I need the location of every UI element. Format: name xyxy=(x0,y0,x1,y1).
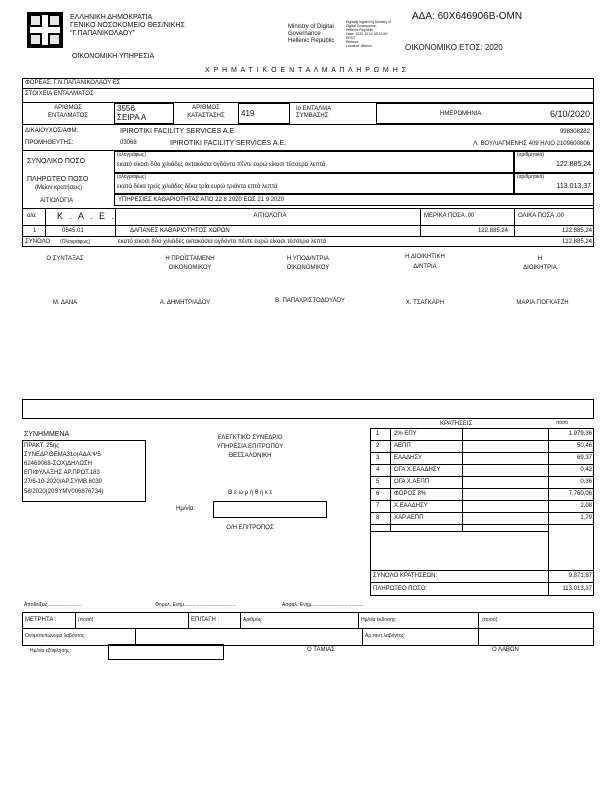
issue-date-label: Ημ/νία έκδοσης: xyxy=(361,617,397,623)
deductions-total-label: ΣΥΝΟΛΟ ΚΡΑΤΗΣΕΩΝ: xyxy=(373,573,438,579)
deduction-row-divider xyxy=(370,476,594,477)
symvasis-label: ΣΥΜΒΑΣΗΣ xyxy=(296,113,329,119)
signature-role: Ο ΣΥΝΤΑΞΑΣ xyxy=(46,256,84,262)
cheque-label: ΕΠΙΤΑΓΗ : xyxy=(191,617,220,623)
symvasis-label: Ιο ΕΝΤΑΛΜΑ xyxy=(296,106,332,112)
sum-label: ΣΥΝΟΛΟ xyxy=(25,239,51,245)
table-header: ΑΙΤΙΟΛΟΓΙΑ xyxy=(253,213,287,219)
signature-line: Ministry of Digital xyxy=(288,24,334,30)
reason-value: ΥΠΗΡΕΣΙΕΣ ΚΑΘΑΡΙΟΤΗΤΑΣ ΑΠΟ 22 8 2020 ΕΩΣ 21 9 2020 xyxy=(118,197,285,203)
reason-label: ΑΙΤΙΟΛΟΓΙΑ xyxy=(40,198,74,204)
beneficiary-value: IPIROTIKI FACILITY SERVICES A.E. xyxy=(120,128,237,135)
signature-small: Location: Athens xyxy=(346,44,372,48)
table-header: ΜΕΡΙΚΑ ΠΟΣΑ .00 xyxy=(424,213,475,219)
table-cell: ΔΑΠΑΝΕΣ ΚΑΘΑΡΙΟΤΗΤΟΣ ΧΩΡΩΝ xyxy=(130,228,230,234)
total-words-tag: (ολογράφως) xyxy=(117,152,147,158)
signature-line: Governance xyxy=(288,31,321,37)
receipt-line: Φορολ. Ενημ..................................... xyxy=(155,602,236,608)
payable-numbers-tag: (αριθμητικά) xyxy=(517,174,545,180)
attachment-line: ΕΠΙΦΥΛΑΞΗΣ ΑΡ.ΠΡΩΤ.183 xyxy=(24,470,100,476)
signatory-name: Χ. ΤΣΑΓΚΑΡΗ xyxy=(405,300,445,306)
deductions-sub: ποσό xyxy=(556,420,569,426)
payable-words: εκατό δέκα τρείς χιλιάδες δέκα τρία ευρώ τριάντα επτά λεπτά xyxy=(117,184,278,190)
signatory-name: Μ. ΔΑΝΑ xyxy=(52,300,78,306)
foreas: ΦΟΡΕΑΣ: Γ.Ν.ΠΑΠΑΝΙΚΟΛΑΟΥ ΕΣ xyxy=(25,80,121,86)
date-value: 6/10/2020 xyxy=(549,109,590,119)
total-amount: 122.885,24 xyxy=(555,161,591,168)
deduction-row-divider xyxy=(370,440,594,441)
receiver-name-label: Ονοματεπώνυμο λαβόντος: xyxy=(25,633,86,639)
audit-line: ΘΕΣΣΑΛΟΝΙΚΗ xyxy=(228,453,272,459)
signature-role: Η ΔΙΟΙΚΗΤΙΚΗ xyxy=(405,254,445,260)
signature-role: ΟΙΚΟΝΟΜΙΚΟΥ xyxy=(286,265,330,271)
section-title: ΣΤΟΙΧΕΙΑ ΕΝΤΑΛΜΑΤΟΣ xyxy=(25,91,94,97)
org-line: "Γ.ΠΑΠΑΝΙΚΟΛΑΟΥ" xyxy=(70,30,136,37)
attachments-label: ΣΥΝΗΜΜΕΝΑ xyxy=(24,431,70,438)
receipt-line: Αποδείξεις........................ xyxy=(24,602,81,608)
deduction-amount: 0,42 xyxy=(580,467,592,473)
katastasis-label: ΚΑΤΑΣΤΑΣΗΣ xyxy=(187,113,225,119)
table-cell: 1 xyxy=(33,228,37,234)
deductions-header: ΚΡΑΤΗΣΕΙΣ xyxy=(440,421,473,427)
deduction-name: ΟΓΑ Χ.ΕΑΑΔΗΣΥ xyxy=(394,467,441,473)
payable-sub: (Μείον κρατήσεις) xyxy=(35,185,83,191)
deduction-name: ΦΟΡΟΣ 8% xyxy=(394,491,427,497)
deduction-index: 5 xyxy=(376,479,380,485)
deduction-amount: 7.760,06 xyxy=(568,491,592,497)
fiscal-year: ΟΙΚΟΝΟΜΙΚΟ ΕΤΟΣ: 2020 xyxy=(405,43,503,52)
deduction-name: ΕΑΑΔΗΣΥ xyxy=(394,455,423,461)
supplier-code: 03068 xyxy=(120,140,137,146)
signature-role: Η ΥΠΟΔ/ΝΤΡΙΑ xyxy=(286,256,330,262)
receiver-sign-label: Ο ΛΑΒΩΝ xyxy=(492,647,519,653)
cash-amount-placeholder[interactable]: (ποσό) xyxy=(78,617,94,623)
deduction-row-divider xyxy=(370,488,594,489)
deduction-row-divider xyxy=(370,464,594,465)
table-header: α/α xyxy=(27,213,36,219)
deduction-index: 7 xyxy=(376,503,380,509)
final-payable-value: 113.013,37 xyxy=(562,586,592,592)
cheque-amount-placeholder[interactable]: (ποσό) xyxy=(482,617,498,623)
deduction-amount: 1.979,36 xyxy=(568,431,592,437)
deduction-amount: 69,37 xyxy=(576,455,592,461)
audit-line: ΥΠΗΡΕΣΙΑ ΕΠΙΤΡΟΠΟΥ xyxy=(216,444,284,450)
deduction-index: 2 xyxy=(376,443,380,449)
final-payable-label: ΠΛΗΡΩΤΕΟ ΠΟΣΟ: xyxy=(373,586,428,592)
deduction-index: 1 xyxy=(376,431,380,437)
greek-cross-logo xyxy=(27,12,63,48)
deduction-row-divider xyxy=(370,452,594,453)
signatory-name: Β. ΠΑΠΑΧΡΙΣΤΟΔΟΥΛΟΥ xyxy=(275,298,345,304)
signature-small: EEST xyxy=(346,36,356,40)
org-line: ΓΕΝΙΚΟ ΝΟΣΟΚΟΜΕΙΟ ΘΕΣ/ΝΙΚΗΣ xyxy=(70,22,185,29)
signature-role: ΟΙΚΟΝΟΜΙΚΟΥ xyxy=(168,265,212,271)
attachment-line: ΠΡΑΚΤ. 25ης xyxy=(24,443,60,449)
attachment-line: ΣΥΝΕΔΡ.ΘΕΜΑ31ο(ΑΔΑ:Ψ5 xyxy=(24,452,101,458)
signature-small: Digitally signed by Ministry of xyxy=(346,20,392,24)
table-header: ΟΛΙΚΑ ΠΟΣΑ .00 xyxy=(518,213,564,219)
deduction-row-divider xyxy=(370,512,594,513)
ada-code: ΑΔΑ: 60Χ646906Β-ΟΜΝ xyxy=(412,11,523,22)
deduction-name: ΟΓΑ Χ.ΑΕΠΠ xyxy=(394,479,430,485)
deductions-total: 9.871,87 xyxy=(568,573,592,579)
cash-label: ΜΕΤΡΗΤΑ : xyxy=(25,617,57,623)
deduction-index: 4 xyxy=(376,467,380,473)
sum-words-label: (Ολογράφως) xyxy=(60,239,91,245)
audit-line: ΕΛΕΓΚΤΙΚΟ ΣΥΝΕΔΡΙΟ xyxy=(217,435,283,441)
signature-role: Η xyxy=(537,256,543,262)
table-cell: 122.885,24 xyxy=(561,228,592,234)
date-label: ΗΜΕΡΟΜΗΝΙΑ xyxy=(440,111,482,117)
audit-commissioner: Ο/Η ΕΠΙΤΡΟΠΟΣ xyxy=(226,525,274,531)
supplier-value: IPIROTIKI FACILITY SERVICES A.E. xyxy=(170,140,287,147)
total-numbers-tag: (αριθμητικά) xyxy=(517,152,545,158)
total-words: εκατό είκοσι δύο χιλιάδες οκτακόσια ογδόντα πέντε ευρώ είκοσι τέσσερα λεπτά xyxy=(117,162,326,168)
katastasis-label: ΑΡΙΘΜΟΣ xyxy=(192,105,220,111)
signature-role: ΔΙΟΙΚΗΤΡΙΑ xyxy=(523,265,557,271)
attachment-line: 27/6-10-2020/ΑΡ.ΣΥΜΒ.6030 xyxy=(24,479,102,485)
deduction-index: 6 xyxy=(376,491,380,497)
signature-small: Hellenic Republic xyxy=(346,28,374,32)
signature-role: Δ/ΝΤΡΙΑ xyxy=(413,264,437,270)
attachment-line: 58/2020(20SYMV006876734) xyxy=(24,489,104,495)
deduction-name: ΧΑΡ.ΑΕΠΠ xyxy=(394,515,424,521)
document-title: Χ Ρ Η Μ Α Τ Ι Κ Ο Ε Ν Τ Α Λ Μ Α Π Λ Η Ρ Ω Μ Η Σ xyxy=(204,67,408,74)
arithmos-label: ΕΝΤΑΛΜΑΤΟΣ xyxy=(47,113,89,119)
payable-label: ΠΛΗΡΩΤΕΟ ΠΟΣΟ xyxy=(27,176,89,183)
supplier-address: Λ. ΒΟΥΛΙΑΓΜΕΝΗΣ 409 ΗΛΙΟ 2109600806 xyxy=(473,141,590,147)
deduction-row-divider xyxy=(370,500,594,501)
receipt-line: Ασφαλ. Ενημ...................................... xyxy=(282,602,365,608)
signatory-name: Α. ΔΗΜΗΤΡΙΑΔΟΥ xyxy=(159,300,211,306)
table-cell: 0845.01 xyxy=(62,228,84,234)
cheque-number-label: Αριθμός: xyxy=(243,617,263,623)
signature-small: Reason: xyxy=(346,40,360,44)
payment-method-box xyxy=(22,612,594,646)
table-cell: 122.885,24 xyxy=(477,228,508,234)
signature-line: Hellenic Republic xyxy=(288,38,335,44)
receiver-id-label: Αρ.ταυτ.λαβόντος: xyxy=(365,633,406,639)
arithmos-value: 3556 xyxy=(117,104,135,113)
audit-date-label: Ημ/νία: xyxy=(176,506,195,512)
sum-amount: 122.885,24 xyxy=(561,239,592,245)
deduction-amount: 2,08 xyxy=(580,503,592,509)
deduction-amount: 1,79 xyxy=(580,515,592,521)
deduction-index: 3 xyxy=(376,455,380,461)
beneficiary-label: ΔΙΚΑΙΟΥΧΟΣ/ΑΦΜ: xyxy=(25,128,79,134)
deduction-name: 2% ΕΠΥ xyxy=(394,431,417,437)
arithmos-series: ΣΕΙΡΑ Α xyxy=(117,113,147,122)
org-line: ΕΛΛΗΝΙΚΗ ΔΗΜΟΚΡΑΤΙΑ xyxy=(70,14,153,21)
signature-role: Η ΠΡΟΪΣΤΑΜΕΝΗ xyxy=(165,256,215,262)
supplier-label: ΠΡΟΜΗΘΕΥΤΗΣ: xyxy=(25,140,74,146)
beneficiary-afm: 998308282 xyxy=(559,129,590,135)
arithmos-label: ΑΡΙΘΜΟΣ xyxy=(54,105,82,111)
deduction-row-divider xyxy=(370,524,594,525)
deduction-index: 8 xyxy=(376,515,380,521)
signature-small: Digital Governance, xyxy=(346,24,377,28)
sum-words: εκατό είκοσι δύο χιλιάδες οκτακόσια ογδόντα πέντε ευρώ είκοσι τέσσερα λεπτά xyxy=(118,239,327,245)
signatory-name: ΜΑΡΙΑ ΓΙΟΓΚΑΤΖΗ xyxy=(516,300,569,306)
deduction-amount: 0,36 xyxy=(580,479,592,485)
attachment-line: 62469068-ΣΟΧ)ΔΗΛΩΣΗ xyxy=(24,461,92,467)
deduction-name: ΑΕΠΠ xyxy=(394,443,411,449)
settle-date-field[interactable] xyxy=(108,644,224,660)
deduction-name: Χ.ΕΑΑΔΗΣΥ xyxy=(394,503,428,509)
payable-words-tag: (ολογράφως) xyxy=(117,174,147,180)
service-name: ΟΙΚΟΝΟΜΙΚΗ ΥΠΗΡΕΣΙΑ xyxy=(72,53,155,60)
payable-amount: 113.013,37 xyxy=(556,183,591,190)
signature-small: Date: 2020.10.12 09:16:50 xyxy=(346,32,388,36)
total-label: ΣΥΝΟΛΙΚΟ ΠΟΣΟ xyxy=(27,158,86,165)
katastasis-value: 419 xyxy=(241,109,255,118)
table-header: Κ . Α . Ε . xyxy=(57,211,117,221)
deduction-amount: 50,46 xyxy=(576,443,592,449)
empty-bar xyxy=(22,399,594,419)
settle-date-label: Ημ/νία εξόφλησης: xyxy=(30,648,71,654)
cashier-label: Ο ΤΑΜΙΑΣ xyxy=(307,647,335,653)
audit-date-field[interactable] xyxy=(213,501,327,518)
audit-approved: Θ ε ω ρ ή θ η κ ε xyxy=(227,490,273,496)
